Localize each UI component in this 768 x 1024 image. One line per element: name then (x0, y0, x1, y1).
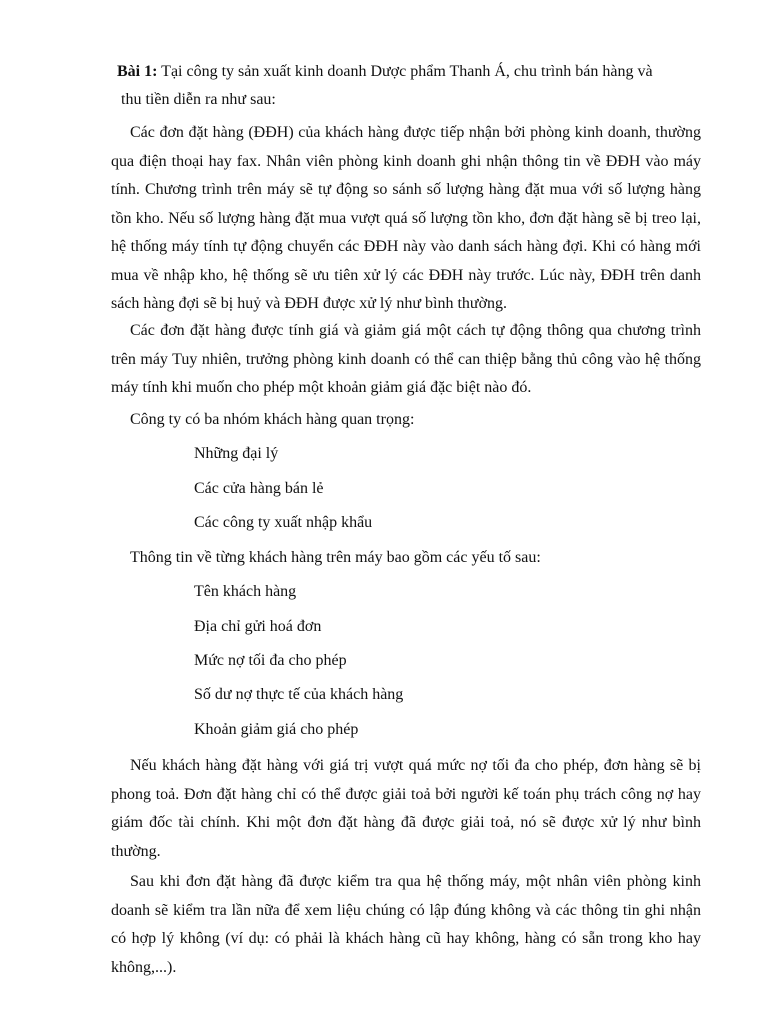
customer-info-item: Tên khách hàng (194, 583, 297, 600)
exercise-intro-line2: thu tiền diễn ra như sau: (121, 91, 276, 108)
customer-info-item: Khoản giảm giá cho phép (194, 721, 359, 738)
exercise-intro (117, 58, 701, 114)
paragraph-order-review: Sau khi đơn đặt hàng đã được kiểm tra qua hệ thống máy, một nhân viên phòng kinh doanh sẽ kiểm tra lần nữa để xem liệu chúng có lập đúng không và các thông tin ghi nhận có hợp lý không (ví dụ: có phải là khách hàng cũ hay không, hàng có sẵn trong kho hay không,...). (111, 873, 701, 976)
exercise-label: Bài 1: (117, 63, 158, 80)
customer-info-item: Số dư nợ thực tế của khách hàng (194, 686, 404, 703)
customer-info-item: Địa chỉ gửi hoá đơn (194, 618, 322, 635)
paragraph-credit-limit: Nếu khách hàng đặt hàng với giá trị vượt quá mức nợ tối đa cho phép, đơn hàng sẽ bị phong toả. Đơn đặt hàng chỉ có thể được giải toả bởi người kế toán phụ trách công nợ hay giám đốc tài chính. Khi một đơn đặt hàng đã được giải toả, nó sẽ được xử lý như bình thường. (111, 757, 701, 860)
customer-info-intro: Thông tin về từng khách hàng trên máy bao gồm các yếu tố sau: (130, 549, 541, 566)
customer-group-item: Các cửa hàng bán lẻ (194, 480, 324, 497)
customer-group-item: Những đại lý (194, 445, 279, 462)
customer-info-item: Mức nợ tối đa cho phép (194, 652, 347, 669)
paragraph-pricing: Các đơn đặt hàng được tính giá và giảm giá một cách tự động thông qua chương trình trên máy Tuy nhiên, trưởng phòng kinh doanh có thể can thiệp bằng thủ công vào hệ thống máy tính khi muốn cho phép một khoản giảm giá đặc biệt nào đó. (111, 322, 701, 396)
customer-group-item: Các công ty xuất nhập khẩu (194, 514, 373, 531)
customer-groups-intro: Công ty có ba nhóm khách hàng quan trọng: (130, 411, 415, 428)
exercise-intro-line1: Tại công ty sản xuất kinh doanh Dược phẩm Thanh Á, chu trình bán hàng và (157, 63, 653, 80)
paragraph-order-receipt: Các đơn đặt hàng (ĐĐH) của khách hàng được tiếp nhận bởi phòng kinh doanh, thường qua điện thoại hay fax. Nhân viên phòng kinh doanh ghi nhận thông tin về ĐĐH vào máy tính. Chương trình trên máy sẽ tự động so sánh số lượng hàng đặt mua với số lượng hàng tồn kho. Nếu số lượng hàng đặt mua vượt quá số lượng tồn kho, đơn đặt hàng sẽ bị treo lại, hệ thống máy tính tự động chuyển các ĐĐH này vào danh sách hàng đợi. Khi có hàng mới mua về nhập kho, hệ thống sẽ ưu tiên xử lý các ĐĐH này trước. Lúc này, ĐĐH trên danh sách hàng đợi sẽ bị huỷ và ĐĐH được xử lý như bình thường. (111, 124, 701, 312)
